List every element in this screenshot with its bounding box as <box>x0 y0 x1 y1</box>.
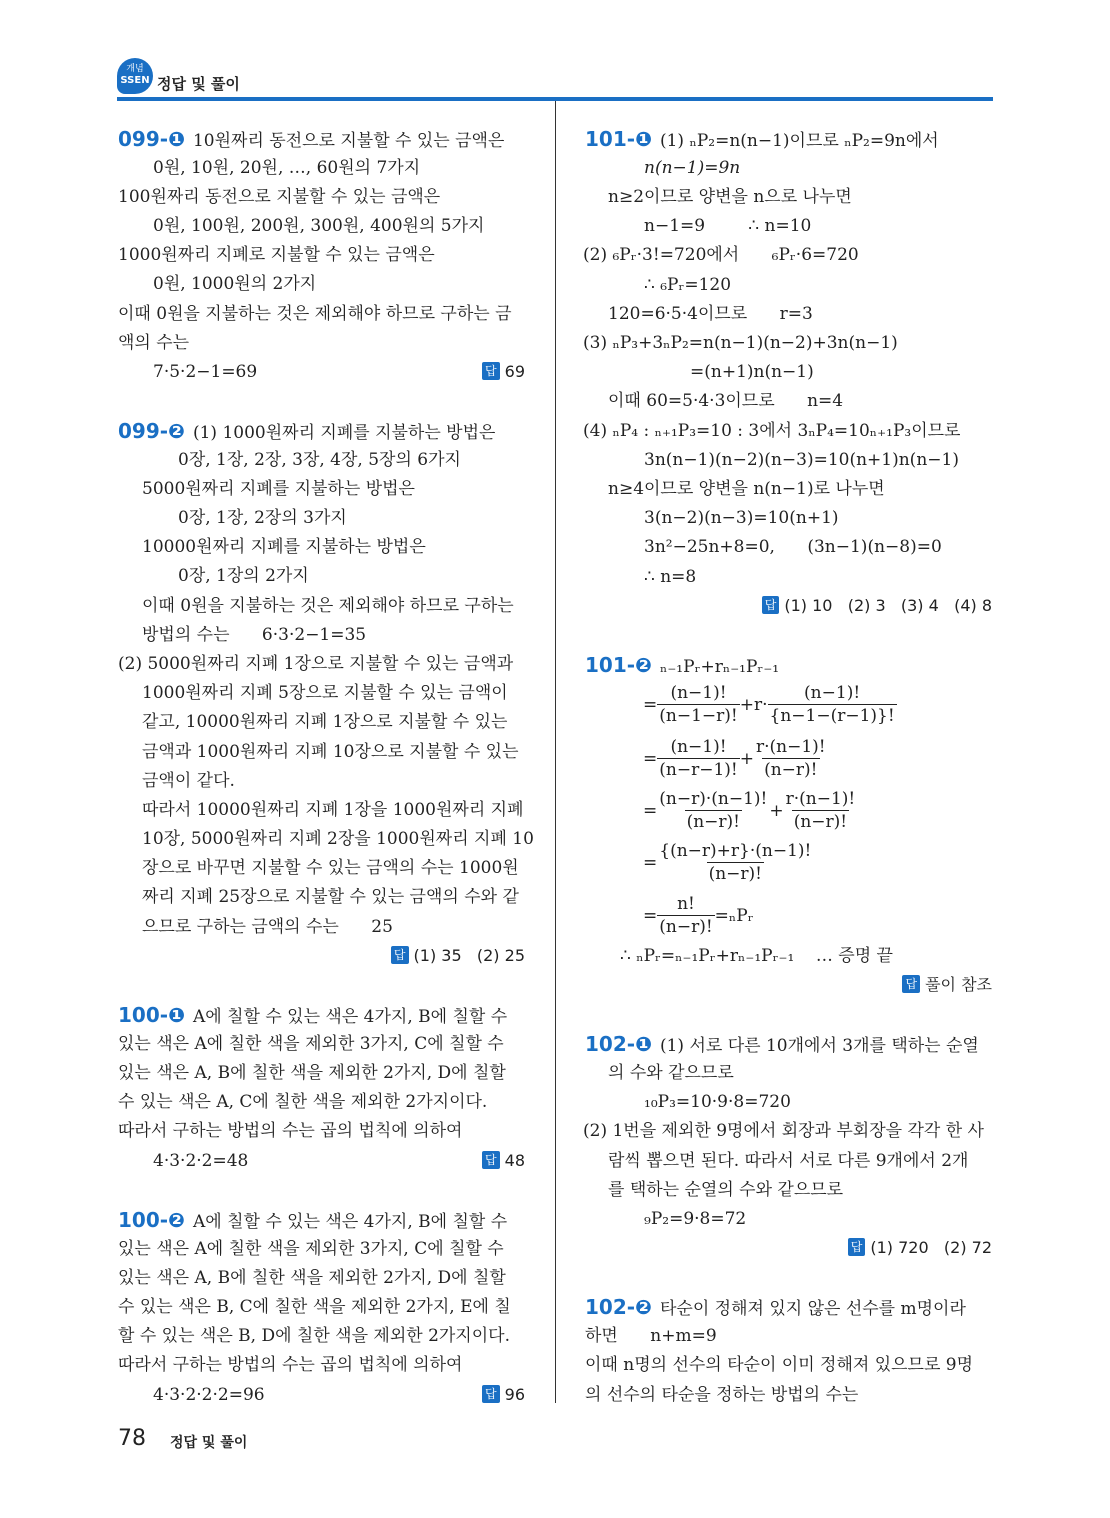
math-line: ₉P₂=9·8=72 <box>644 1209 747 1229</box>
text-line: 있는 색은 A, B에 칠한 색을 제외한 2가지, D에 칠할 <box>118 1063 506 1083</box>
problem-102-2: 102-❷ 타순이 정해져 있지 않은 선수를 m명이라 <box>585 1295 966 1319</box>
text-line: 4·3·2·2·2=96 <box>153 1385 265 1405</box>
text-line: 0원, 1000원의 2가지 <box>153 274 317 294</box>
text-line: 10장, 5000원짜리 지폐 2장을 1000원짜리 지폐 10 <box>142 829 534 849</box>
math-line: ∴ ₙPᵣ=ₙ₋₁Pᵣ+rₙ₋₁Pᵣ₋₁ … 증명 끝 <box>620 946 893 966</box>
answer-102-1: 답 (1) 720 (2) 72 <box>848 1235 992 1261</box>
problem-101-2: 101-❷ ₙ₋₁Pᵣ+rₙ₋₁Pᵣ₋₁ <box>585 653 780 677</box>
math-line: n(n−1)=9n <box>644 158 741 178</box>
math-line: =(n+1)n(n−1) <box>690 362 814 382</box>
math-line: (3) ₙP₃+3ₙP₂=n(n−1)(n−2)+3n(n−1) <box>583 333 898 353</box>
text-line: 금액이 같다. <box>142 771 235 791</box>
problem-100-1: 100-❶ A에 칠할 수 있는 색은 4가지, B에 칠할 수 <box>118 1003 508 1027</box>
text-line: 방법의 수는 6·3·2−1=35 <box>142 625 367 645</box>
text-line: 따라서 구하는 방법의 수는 곱의 법칙에 의하여 <box>118 1121 463 1141</box>
text-line: 이때 n명의 선수의 타순이 이미 정해져 있으므로 9명 <box>585 1355 974 1375</box>
text-line: 이때 0원을 지불하는 것은 제외해야 하므로 구하는 금 <box>118 304 512 324</box>
text-line: 할 수 있는 색은 B, D에 칠한 색을 제외한 2가지이다. <box>118 1326 510 1346</box>
text-line: 의 선수의 타순을 정하는 방법의 수는 <box>585 1385 859 1405</box>
problem-101-1: 101-❶ (1) ₙP₂=n(n−1)이므로 ₙP₂=9n에서 <box>585 127 939 151</box>
math-line: 3n²−25n+8=0, (3n−1)(n−8)=0 <box>644 537 942 557</box>
text-line: 으므로 구하는 금액의 수는 25 <box>142 917 393 937</box>
text-line: 있는 색은 A에 칠한 색을 제외한 3가지, C에 칠할 수 <box>118 1239 504 1259</box>
text-line: 1000원짜리 지폐로 지불할 수 있는 금액은 <box>118 245 435 265</box>
problem-102-1: 102-❶ (1) 서로 다른 10개에서 3개를 택하는 순열 <box>585 1032 979 1056</box>
answer-099-1: 답 69 <box>482 359 525 385</box>
text-line: 장으로 바꾸면 지불할 수 있는 금액의 수는 1000원 <box>142 858 519 878</box>
text-line: 를 택하는 순열의 수와 같으므로 <box>608 1180 844 1200</box>
text-line: 금액과 1000원짜리 지폐 10장으로 지불할 수 있는 <box>142 742 519 762</box>
math-line: 3(n−2)(n−3)=10(n+1) <box>644 508 839 528</box>
column-divider <box>555 101 556 1403</box>
text-line: 10000원짜리 지폐를 지불하는 방법은 <box>142 537 426 557</box>
text-line: 이때 0원을 지불하는 것은 제외해야 하므로 구하는 <box>142 596 514 616</box>
problem-099-2: 099-❷ (1) 1000원짜리 지폐를 지불하는 방법은 <box>118 419 496 443</box>
text-line: 120=6·5·4이므로 r=3 <box>608 304 813 324</box>
fraction-step-4: = $\frac{\{(n-r)+r\}\cdot(n-1)!}{(n-r)!}$ <box>643 841 812 884</box>
text-line: 7·5·2−1=69 <box>153 362 258 382</box>
answer-100-2: 답 96 <box>482 1382 525 1408</box>
text-line: 4·3·2·2=48 <box>153 1151 249 1171</box>
text-line: 0장, 1장의 2가지 <box>178 566 309 586</box>
text-line: 짜리 지폐 25장으로 지불할 수 있는 금액의 수와 같 <box>142 887 519 907</box>
text-line: 100원짜리 동전으로 지불할 수 있는 금액은 <box>118 187 441 207</box>
text-line: (4) ₙP₄ : ₙ₊₁P₃=10 : 3에서 3ₙP₄=10ₙ₊₁P₃이므로 <box>583 421 961 441</box>
text-line: 따라서 구하는 방법의 수는 곱의 법칙에 의하여 <box>118 1355 463 1375</box>
fraction-step-5: = $\frac{n!}{(n-r)!}$ =ₙPᵣ <box>643 894 754 937</box>
fraction-step-1: = $\frac{(n-1)!}{(n-1-r)!}$ +r· $\frac{(n-1)!}{\{n-1-(r-1)\}!}$ <box>643 683 895 726</box>
text-line: 0장, 1장, 2장, 3장, 4장, 5장의 6가지 <box>178 450 461 470</box>
answer-100-1: 답 48 <box>482 1148 525 1174</box>
header-title: 정답 및 풀이 <box>157 75 240 93</box>
text-line: (2) 5000원짜리 지폐 1장으로 지불할 수 있는 금액과 <box>118 654 514 674</box>
text-line: 이때 60=5·4·3이므로 n=4 <box>608 391 844 411</box>
page-number: 78 <box>118 1426 146 1451</box>
text-line: 0장, 1장, 2장의 3가지 <box>178 508 347 528</box>
answer-099-2: 답 (1) 35 (2) 25 <box>391 943 525 969</box>
answer-101-2: 답 풀이 참조 <box>902 972 992 998</box>
math-line: n−1=9 ∴ n=10 <box>644 216 812 236</box>
footer-title: 정답 및 풀이 <box>170 1435 248 1451</box>
text-line: 1000원짜리 지폐 5장으로 지불할 수 있는 금액이 <box>142 683 508 703</box>
fraction-step-3: = $\frac{(n-r)\cdot(n-1)!}{(n-r)!}$ + $\frac{r\cdot(n-1)!}{(n-r)!}$ <box>643 789 856 832</box>
text-line: 액의 수는 <box>118 333 190 353</box>
text-line: 같고, 10000원짜리 지폐 1장으로 지불할 수 있는 <box>142 712 508 732</box>
text-line: 있는 색은 A, B에 칠한 색을 제외한 2가지, D에 칠할 <box>118 1268 506 1288</box>
text-line: (2) ₆Pᵣ·3!=720에서 ₆Pᵣ·6=720 <box>583 245 859 265</box>
text-line: 따라서 10000원짜리 지폐 1장을 1000원짜리 지폐 <box>142 800 524 820</box>
text-line: 수 있는 색은 A, C에 칠한 색을 제외한 2가지이다. <box>118 1092 488 1112</box>
problem-099-1: 099-❶ 10원짜리 동전으로 지불할 수 있는 금액은 <box>118 127 505 151</box>
text-line: 0원, 10원, 20원, …, 60원의 7가지 <box>153 158 421 178</box>
text-line: 하면 n+m=9 <box>585 1326 717 1346</box>
text-line: (2) 1번을 제외한 9명에서 회장과 부회장을 각각 한 사 <box>583 1121 984 1141</box>
math-line: ∴ n=8 <box>644 567 697 587</box>
problem-100-2: 100-❷ A에 칠할 수 있는 색은 4가지, B에 칠할 수 <box>118 1208 508 1232</box>
text-line: 수 있는 색은 B, C에 칠한 색을 제외한 2가지, E에 칠 <box>118 1297 511 1317</box>
text-line: n≥2이므로 양변을 n으로 나누면 <box>608 187 852 207</box>
text-line: n≥4이므로 양변을 n(n−1)로 나누면 <box>608 479 885 499</box>
math-line: ∴ ₆Pᵣ=120 <box>644 275 732 295</box>
logo: 개념 SSEN <box>117 58 153 94</box>
text-line: 있는 색은 A에 칠한 색을 제외한 3가지, C에 칠할 수 <box>118 1034 504 1054</box>
math-line: ₁₀P₃=10·9·8=720 <box>644 1092 791 1112</box>
text-line: 람씩 뽑으면 된다. 따라서 서로 다른 9개에서 2개 <box>608 1151 969 1171</box>
text-line: 의 수와 같으므로 <box>608 1063 734 1083</box>
fraction-step-2: = $\frac{(n-1)!}{(n-r-1)!}$ + $\frac{r\cdot(n-1)!}{(n-r)!}$ <box>643 737 826 780</box>
math-line: 3n(n−1)(n−2)(n−3)=10(n+1)n(n−1) <box>644 450 959 470</box>
text-line: 5000원짜리 지폐를 지불하는 방법은 <box>142 479 415 499</box>
answer-101-1: 답 (1) 10 (2) 3 (3) 4 (4) 8 <box>762 593 992 619</box>
text-line: 0원, 100원, 200원, 300원, 400원의 5가지 <box>153 216 485 236</box>
